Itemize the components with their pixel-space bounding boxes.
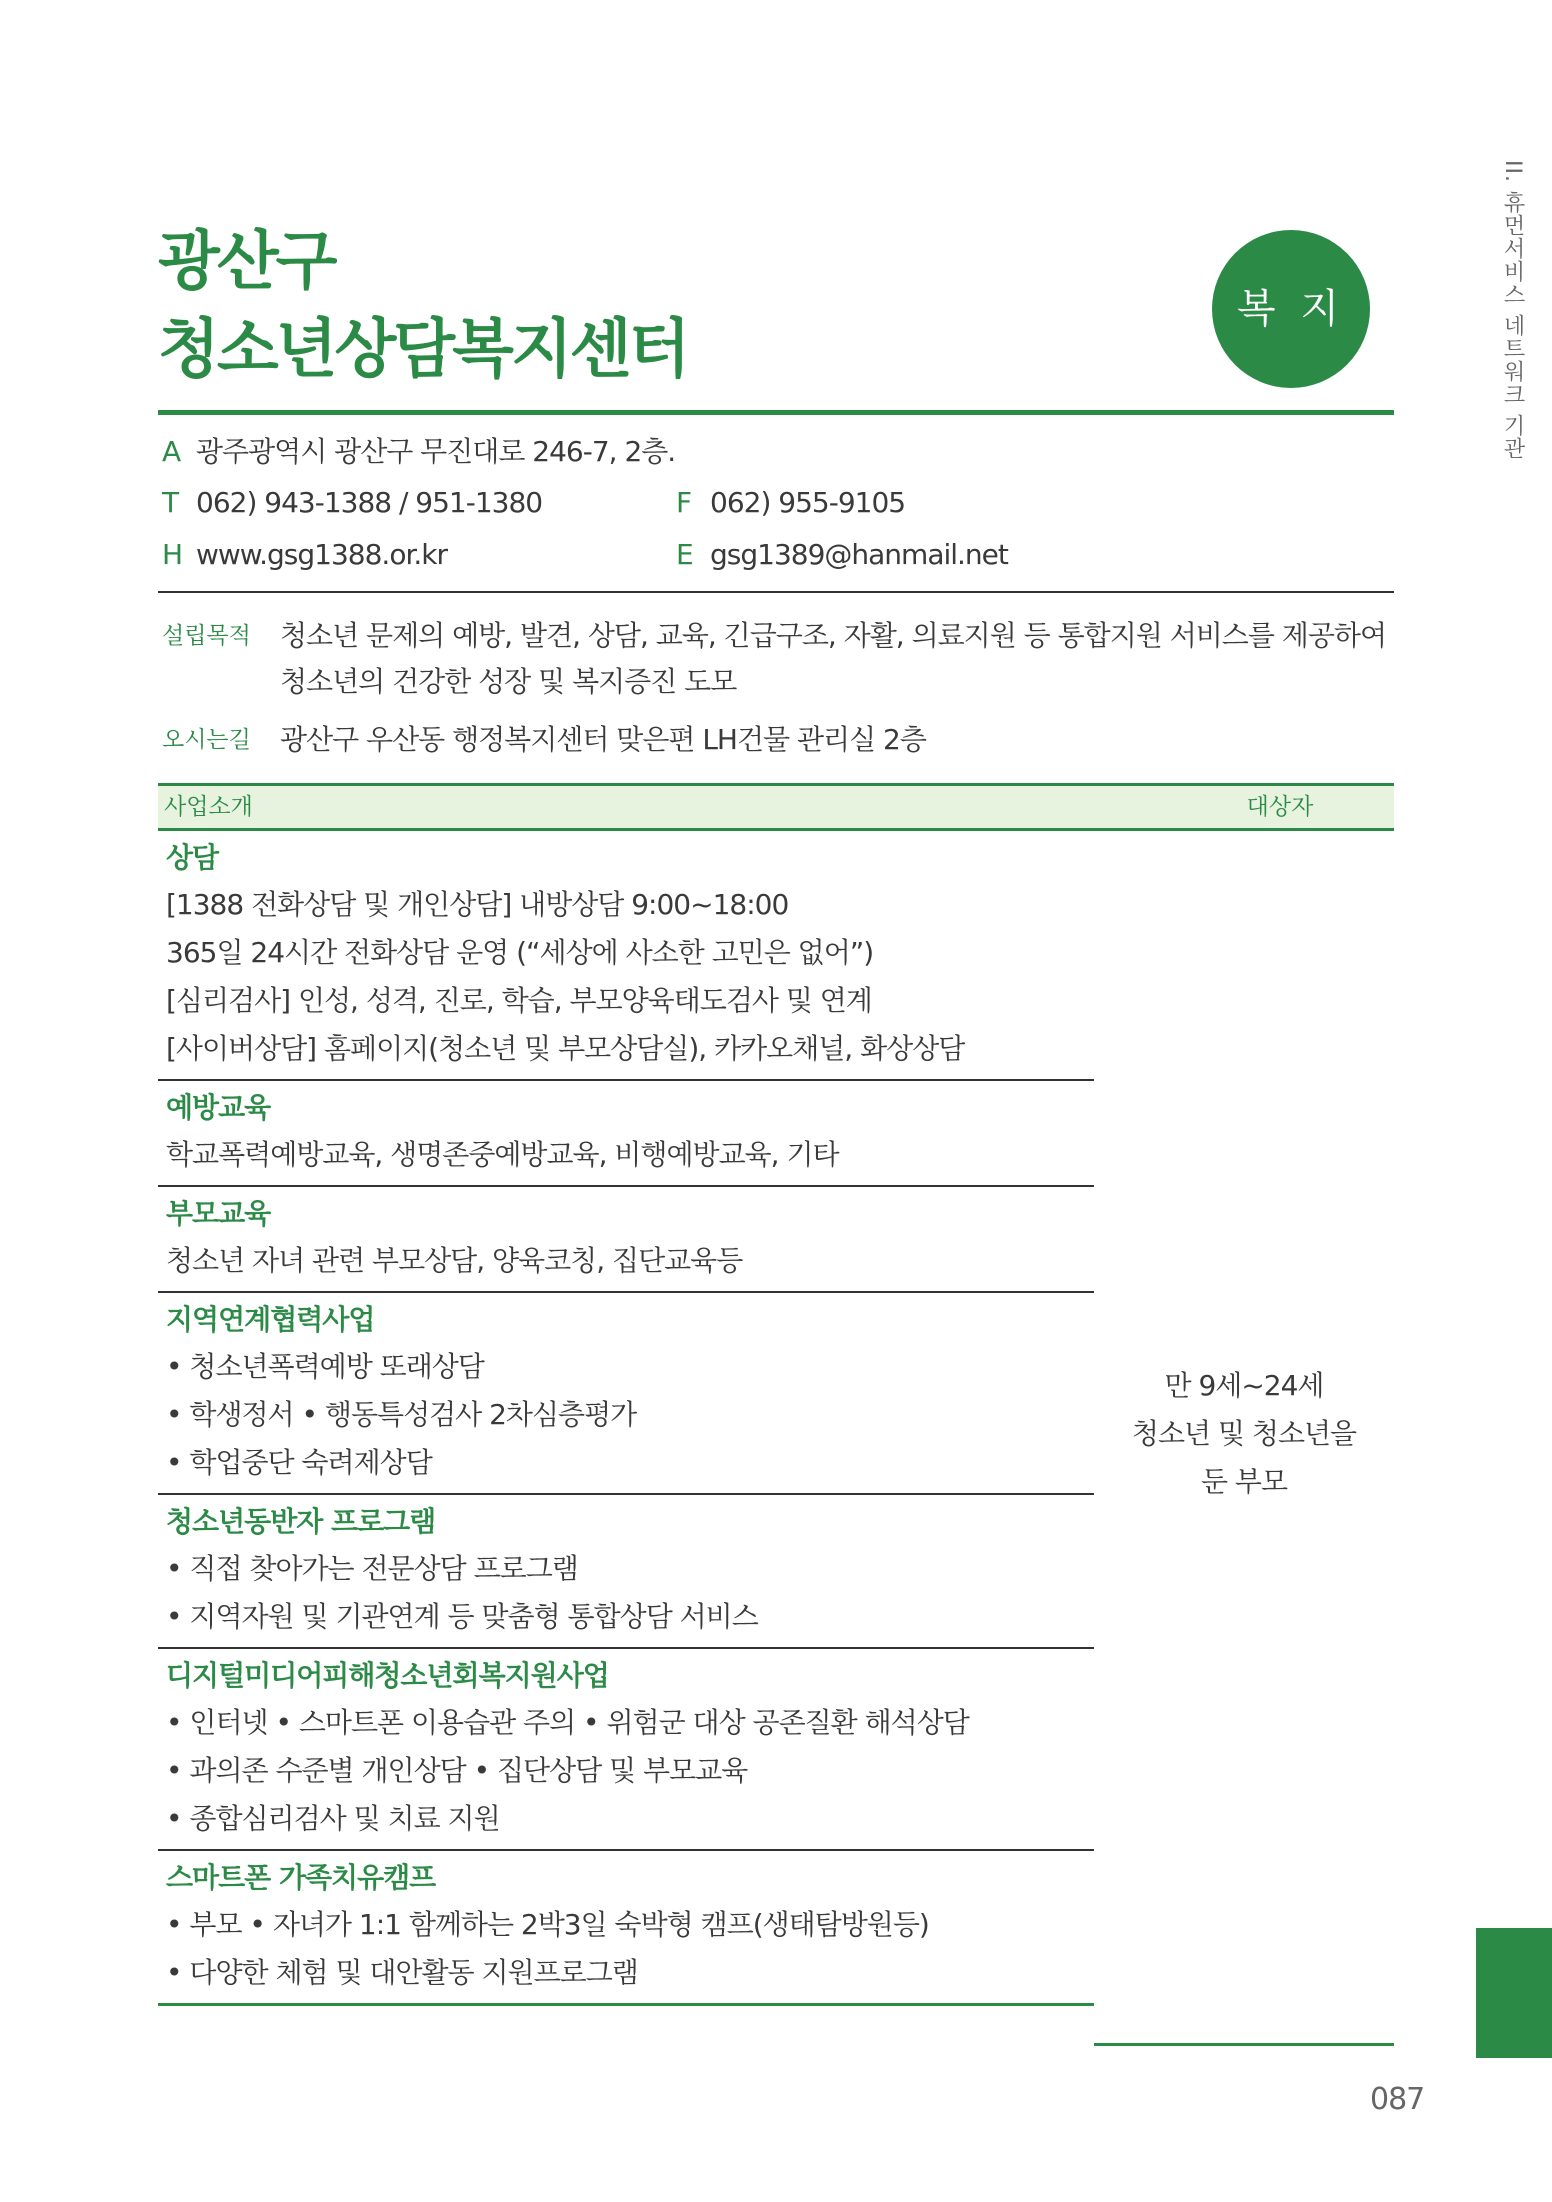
address-row (162, 434, 675, 470)
list-item: 학교폭력예방교육, 생명존중예방교육, 비행예방교육, 기타 (166, 1138, 839, 1171)
table-header (158, 783, 1394, 831)
target-line: 둔 부모 (1200, 1465, 1288, 1498)
section-title: 디지털미디어피해청소년회복지원사업 (166, 1659, 609, 1692)
target-line: 만 9세~24세 (1164, 1369, 1324, 1402)
program-list (158, 831, 1094, 2006)
purpose-field (162, 613, 1410, 705)
email-key: E (676, 538, 693, 571)
program-column-header: 사업소개 (164, 794, 253, 820)
program-section (158, 1851, 1094, 2006)
title-line-2: 청소년상담복지센터 (158, 313, 688, 387)
address-value: 광주광역시 광산구 무진대로 246-7, 2층. (196, 435, 676, 468)
list-item: [사이버상담] 홈페이지(청소년 및 부모상담실), 카카오채널, 화상상담 (166, 1032, 965, 1065)
section-title: 상담 (166, 841, 219, 874)
purpose-label: 설립목적 (162, 623, 251, 649)
list-item: • 학업중단 숙려제상담 (166, 1446, 432, 1479)
fax-value: 062) 955-9105 (710, 486, 906, 519)
list-item: • 지역자원 및 기관연계 등 맞춤형 통합상담 서비스 (166, 1600, 758, 1633)
email-row (676, 537, 1008, 573)
target-audience (1094, 1362, 1394, 1506)
program-section (158, 831, 1094, 1081)
tel-key: T (162, 486, 179, 519)
list-item: • 종합심리검사 및 치료 지원 (166, 1802, 500, 1835)
list-item: 365일 24시간 전화상담 운영 (“세상에 사소한 고민은 없어”) (166, 936, 874, 969)
homepage-row (162, 537, 447, 573)
contact-divider (158, 591, 1394, 593)
section-title: 지역연계협력사업 (166, 1303, 375, 1336)
program-section (158, 1649, 1094, 1851)
section-title: 예방교육 (166, 1091, 271, 1124)
address-key: A (162, 435, 181, 468)
directions-label: 오시는길 (162, 727, 251, 753)
page-title (158, 218, 687, 394)
chapter-side-label: II. 휴먼서비스 네트워크 기관 (1500, 160, 1525, 460)
category-badge: 복 지 (1212, 230, 1370, 388)
list-item: • 부모 • 자녀가 1:1 함께하는 2박3일 숙박형 캠프(생태탐방원등) (166, 1908, 929, 1941)
target-column-header: 대상자 (1246, 794, 1314, 820)
header-divider (158, 410, 1394, 415)
list-item: [심리검사] 인성, 성격, 진로, 학습, 부모양육태도검사 및 연계 (166, 984, 872, 1017)
program-section (158, 1187, 1094, 1293)
fax-key: F (676, 486, 692, 519)
directions-field (162, 717, 1410, 763)
list-item: • 학생정서 • 행동특성검사 2차심층평가 (166, 1398, 637, 1431)
list-item: • 다양한 체험 및 대안활동 지원프로그램 (166, 1956, 638, 1989)
section-title: 청소년동반자 프로그램 (166, 1505, 436, 1538)
list-item: [1388 전화상담 및 개인상담] 내방상담 9:00~18:00 (166, 888, 789, 921)
homepage-link[interactable]: www.gsg1388.or.kr (196, 538, 448, 571)
table-bottom-rule (1094, 2043, 1394, 2046)
tel-value: 062) 943-1388 / 951-1380 (196, 486, 543, 519)
section-title: 부모교육 (166, 1197, 271, 1230)
list-item: • 직접 찾아가는 전문상담 프로그램 (166, 1552, 578, 1585)
directions-text: 광산구 우산동 행정복지센터 맞은편 LH건물 관리실 2층 (280, 723, 926, 756)
list-item: • 청소년폭력예방 또래상담 (166, 1350, 484, 1383)
list-item: • 과의존 수준별 개인상담 • 집단상담 및 부모교육 (166, 1754, 748, 1787)
list-item: • 인터넷 • 스마트폰 이용습관 주의 • 위험군 대상 공존질환 해석상담 (166, 1706, 969, 1739)
title-line-1: 광산구 (158, 225, 335, 299)
homepage-key: H (162, 538, 183, 571)
page-number: 087 (1370, 2082, 1425, 2117)
chapter-tab (1476, 1928, 1552, 2058)
section-title: 스마트폰 가족치유캠프 (166, 1861, 436, 1894)
program-section (158, 1081, 1094, 1187)
target-line: 청소년 및 청소년을 (1131, 1417, 1357, 1450)
purpose-text: 청소년 문제의 예방, 발견, 상담, 교육, 긴급구조, 자활, 의료지원 등 통합지원 서비스를 제공하여 청소년의 건강한 성장 및 복지증진 도모 (280, 619, 1386, 698)
list-item: 청소년 자녀 관련 부모상담, 양육코칭, 집단교육등 (166, 1244, 743, 1277)
email-link[interactable]: gsg1389@hanmail.net (710, 538, 1008, 571)
fax-row (676, 485, 905, 521)
program-section (158, 1495, 1094, 1649)
program-section (158, 1293, 1094, 1495)
tel-row (162, 485, 542, 521)
